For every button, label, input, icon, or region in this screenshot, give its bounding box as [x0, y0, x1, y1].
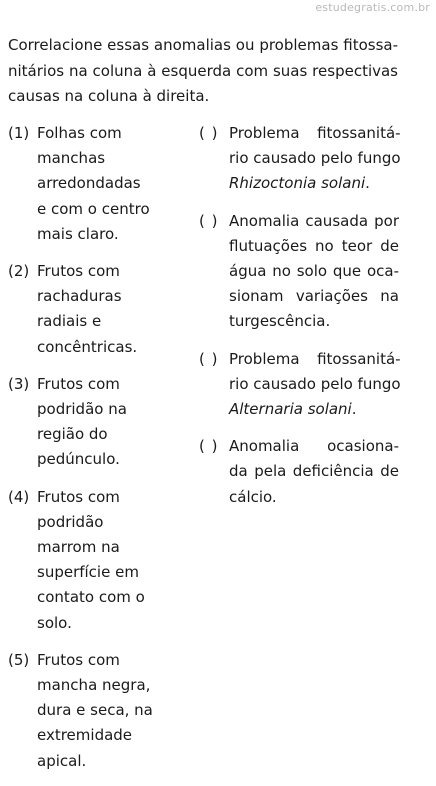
right-column-causes — [199, 121, 399, 522]
fungus-name: Rhizoctonia solani — [229, 174, 366, 193]
fungus-name: Alternaria solani — [229, 400, 352, 419]
left-column-anomalies — [8, 121, 178, 786]
item-text-line: Problema fitossanitá- — [229, 124, 401, 142]
item-text-line: Folhas com — [37, 124, 122, 142]
item-text-line: rio causado pelo fungo — [229, 374, 401, 393]
item-number: (5) — [8, 650, 30, 669]
item-text-line: arredondadas — [37, 174, 141, 193]
cause-item-4 — [199, 434, 399, 510]
item-text-line: flutuações no teor de — [229, 236, 399, 255]
item-text-line: podridão — [37, 512, 104, 531]
item-text-line: mais claro. — [37, 224, 119, 243]
anomaly-item-5 — [8, 648, 178, 774]
answer-blank[interactable]: ( ) — [199, 437, 219, 456]
item-text-line: podridão na — [37, 400, 127, 419]
anomaly-item-1 — [8, 121, 178, 247]
item-text-line: turgescência. — [229, 312, 331, 331]
item-text-line: dura e seca, na — [37, 701, 153, 720]
item-text-line: região do — [37, 425, 108, 444]
item-text-line: pedúnculo. — [37, 450, 120, 469]
intro-line: Correlacione essas anomalias ou problemas fitossa- — [8, 36, 398, 54]
item-text-line: extremidade — [37, 726, 133, 745]
period: . — [351, 400, 357, 419]
intro-line: nitários na coluna à esquerda com suas respectivas — [8, 61, 398, 80]
item-text-line: Frutos com — [37, 262, 120, 281]
watermark: estudegratis.com.br — [315, 1, 430, 14]
item-text-line: contato com o — [37, 588, 145, 607]
item-text-line: apical. — [37, 751, 87, 770]
intro-line: causas na coluna à direita. — [8, 87, 210, 105]
item-text-line: Anomalia causada por — [229, 211, 399, 230]
item-number: (1) — [8, 124, 30, 142]
item-text-line: rachaduras — [37, 287, 122, 306]
item-text-line: Frutos com — [37, 374, 120, 393]
item-text-line: rio causado pelo fungo — [229, 149, 401, 168]
item-number: (2) — [8, 262, 30, 281]
answer-blank[interactable]: ( ) — [199, 211, 219, 230]
anomaly-item-2 — [8, 259, 178, 360]
period: . — [365, 174, 370, 193]
item-text-line: e com o centro — [37, 199, 150, 218]
item-text-line: Frutos com — [37, 487, 120, 506]
item-text-line: sionam variações na — [229, 287, 399, 306]
item-text-line: água no solo que oca- — [229, 262, 399, 281]
anomaly-item-4 — [8, 485, 178, 636]
item-text-line — [229, 171, 401, 196]
item-text-line: da pela deficiência de — [229, 462, 399, 481]
cause-item-3 — [199, 347, 399, 423]
item-text-line: solo. — [37, 613, 72, 632]
item-text-line: concêntricas. — [37, 337, 138, 356]
item-number: (3) — [8, 374, 30, 393]
item-text-line: Anomalia ocasiona- — [229, 437, 399, 456]
item-text-line: manchas — [37, 149, 106, 168]
anomaly-item-3 — [8, 372, 178, 473]
item-number: (4) — [8, 487, 30, 506]
cause-item-2 — [199, 209, 399, 335]
item-text-line: Frutos com — [37, 650, 120, 669]
answer-blank[interactable]: ( ) — [199, 124, 219, 142]
item-text-line: cálcio. — [229, 487, 277, 506]
answer-blank[interactable]: ( ) — [199, 349, 219, 368]
item-text-line: radiais e — [37, 312, 102, 331]
item-text-line: superfície em — [37, 563, 139, 582]
cause-item-1 — [199, 121, 399, 197]
item-text-line — [229, 397, 401, 422]
item-text-line: marrom na — [37, 538, 120, 557]
item-text-line: Problema fitossanitá- — [229, 349, 401, 368]
question-intro — [8, 33, 398, 110]
item-text-line: mancha negra, — [37, 676, 151, 695]
